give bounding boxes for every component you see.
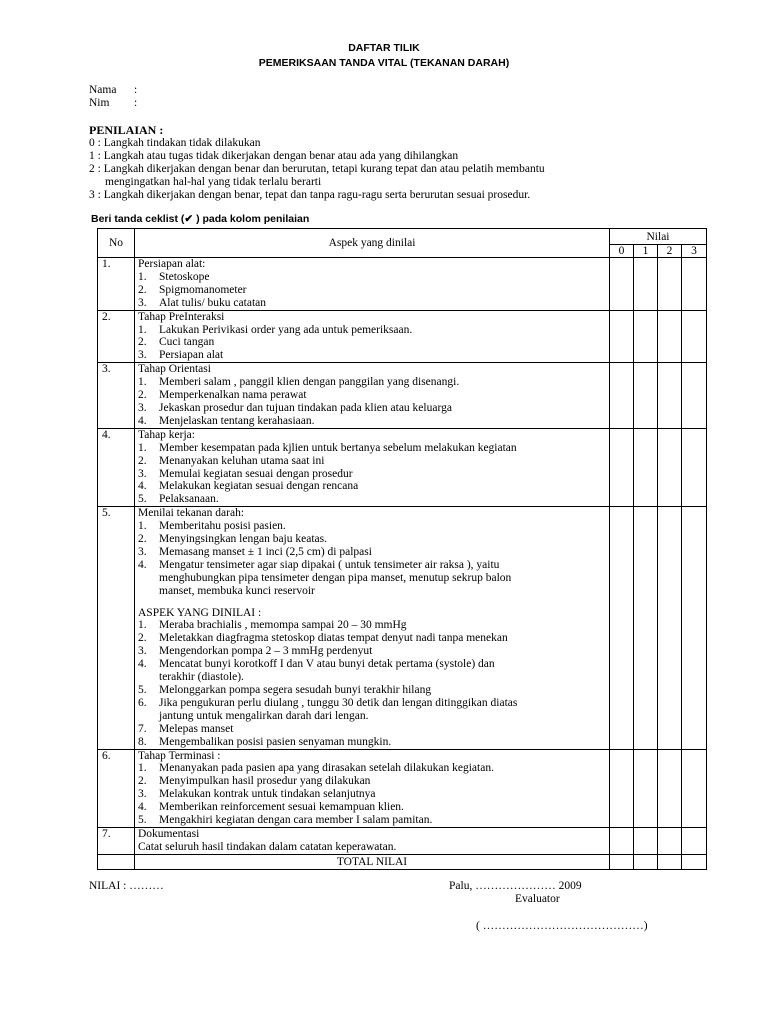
section-heading: Tahap PreInteraksi	[138, 310, 225, 323]
checklist-table	[97, 228, 707, 870]
item-text: Jika pengukuran perlu diulang , tunggu 30 detik dan lengan ditinggikan diatas	[159, 696, 518, 709]
item-text: Melakukan kegiatan sesuai dengan rencana	[159, 480, 359, 493]
score-cell-3[interactable]	[682, 428, 707, 506]
item-text: Alat tulis/ buku catatan	[159, 296, 266, 309]
score-cell-0[interactable]	[610, 428, 634, 506]
score-cell-1[interactable]	[634, 363, 658, 429]
item-number: 3.	[138, 645, 147, 658]
score-cell-2[interactable]	[658, 310, 682, 363]
item-number: 3.	[138, 467, 147, 480]
section-heading: Tahap Orientasi	[138, 363, 211, 376]
nilai-field: NILAI : ………	[89, 880, 164, 892]
section-aspek	[135, 507, 610, 749]
section-row	[98, 363, 707, 429]
score-cell-2[interactable]	[658, 363, 682, 429]
score-cell-1[interactable]	[634, 258, 658, 311]
score-cell-2[interactable]	[658, 507, 682, 749]
score-cell-0[interactable]	[610, 363, 634, 429]
total-no-cell	[98, 854, 135, 869]
item-number: 1.	[138, 376, 147, 389]
item-number: 4.	[138, 558, 147, 571]
item-continuation: manset, membuka kunci reservoir	[159, 584, 315, 597]
checklist-item	[138, 814, 609, 827]
item-number: 7.	[138, 722, 147, 735]
column-header-nilai: Nilai	[610, 229, 707, 245]
checklist-item	[138, 297, 609, 310]
checklist-item	[138, 336, 609, 349]
score-cell-3[interactable]	[682, 310, 707, 363]
item-text: Stetoskope	[159, 270, 210, 283]
checklist-item	[138, 493, 609, 506]
criteria-3: 3 : Langkah dikerjakan dengan benar, tepat dan tanpa ragu-ragu serta berurutan sesuai prosedur.	[89, 189, 531, 201]
total-score-0[interactable]	[610, 854, 634, 869]
checklist-subitem	[138, 619, 609, 632]
checklist-item	[138, 788, 609, 801]
section-aspek	[135, 310, 610, 363]
item-continuation: jantung untuk mengalirkan darah dari lengan.	[159, 709, 369, 722]
item-number: 6.	[138, 696, 147, 709]
item-text: Memulai kegiatan sesuai dengan prosedur	[159, 467, 353, 480]
section-number: 6.	[98, 749, 135, 827]
score-cell-0[interactable]	[610, 827, 634, 854]
item-text: Memberikan reinforcement sesuai kemampuan klien.	[159, 801, 404, 814]
checklist-item	[138, 468, 609, 481]
criteria-2-continuation: mengingatkan hal-hal yang tidak terlalu berarti	[105, 176, 322, 188]
item-number: 2.	[138, 283, 147, 296]
nim-label: Nim	[89, 97, 110, 109]
nim-separator: :	[134, 97, 138, 109]
item-number: 5.	[138, 814, 147, 827]
checklist-item	[138, 389, 609, 402]
evaluator-label: Evaluator	[515, 893, 560, 905]
checklist-item	[138, 284, 609, 297]
item-number: 4.	[138, 414, 147, 427]
item-text: Mengendorkan pompa 2 – 3 mmHg perdenyut	[159, 645, 373, 658]
section-heading: Persiapan alat:	[138, 258, 206, 270]
item-number: 1.	[138, 270, 147, 283]
checklist-item	[138, 349, 609, 362]
total-score-1[interactable]	[634, 854, 658, 869]
section-number: 2.	[98, 310, 135, 363]
item-number: 3.	[138, 296, 147, 309]
checklist-subitem	[138, 723, 609, 736]
item-number: 8.	[138, 735, 147, 748]
section-row	[98, 507, 707, 749]
item-text: Spigmomanometer	[159, 283, 247, 296]
section-row	[98, 428, 707, 506]
section-number: 4.	[98, 428, 135, 506]
column-header-no: No	[98, 229, 135, 258]
item-number: 1.	[138, 441, 147, 454]
item-number: 4.	[138, 658, 147, 671]
checklist-item	[138, 271, 609, 284]
checklist-item	[138, 442, 609, 455]
score-cell-0[interactable]	[610, 258, 634, 311]
item-number: 4.	[138, 480, 147, 493]
section-number: 7.	[98, 827, 135, 854]
score-header-0: 0	[610, 245, 634, 258]
score-cell-1[interactable]	[634, 749, 658, 827]
item-number: 1.	[138, 762, 147, 775]
place-date: Palu, ………………… 2009	[449, 880, 582, 892]
item-text: Member kesempatan pada kjlien untuk bertanya sebelum melakukan kegiatan	[159, 441, 517, 454]
column-header-aspek: Aspek yang dinilai	[135, 229, 610, 258]
section-heading: Tahap Terminasi :	[138, 749, 221, 762]
item-text: Memberitahu posisi pasien.	[159, 520, 286, 533]
item-number: 1.	[138, 619, 147, 632]
checklist-item	[138, 533, 609, 546]
score-cell-0[interactable]	[610, 310, 634, 363]
document-subtitle: PEMERIKSAAN TANDA VITAL (TEKANAN DARAH)	[258, 57, 510, 69]
checklist-item	[138, 801, 609, 814]
item-number: 4.	[138, 801, 147, 814]
score-cell-2[interactable]	[658, 827, 682, 854]
score-cell-0[interactable]	[610, 749, 634, 827]
score-cell-3[interactable]	[682, 827, 707, 854]
checklist-item	[138, 559, 609, 572]
item-text: Persiapan alat	[159, 349, 224, 362]
section-aspek	[135, 258, 610, 311]
item-number: 3.	[138, 545, 147, 558]
checklist-item	[138, 376, 609, 389]
item-text: Memperkenalkan nama perawat	[159, 389, 307, 402]
nama-label: Nama	[89, 84, 117, 96]
section-number: 1.	[98, 258, 135, 311]
item-number: 1.	[138, 323, 147, 336]
criteria-2: 2 : Langkah dikerjakan dengan benar dan berurutan, tetapi kurang tepat dan atau pelatih membantu	[89, 163, 545, 175]
score-cell-3[interactable]	[682, 258, 707, 311]
checklist-subitem	[138, 645, 609, 658]
checklist-item	[138, 324, 609, 337]
item-text: Menanyakan keluhan utama saat ini	[159, 454, 325, 467]
item-text: Mengatur tensimeter agar siap dipakai ( untuk tensimeter air raksa ), yaitu	[159, 558, 500, 571]
checklist-item	[138, 415, 609, 428]
checklist-item	[138, 520, 609, 533]
item-continuation: menghubungkan pipa tensimeter dengan pipa manset, menutup sekrup balon	[159, 571, 512, 584]
checklist-item	[138, 546, 609, 559]
item-text: Meletakkan diagfragma stetoskop diatas tempat denyut nadi tanpa menekan	[159, 632, 508, 645]
section-aspek	[135, 363, 610, 429]
item-number: 2.	[138, 533, 147, 546]
checklist-item	[138, 402, 609, 415]
item-text: Menanyakan pada pasien apa yang dirasakan setelah dilakukan kegiatan.	[159, 762, 494, 775]
checklist-subitem	[138, 684, 609, 697]
item-text: Menyingsingkan lengan baju keatas.	[159, 533, 327, 546]
item-text: Mencatat bunyi korotkoff I dan V atau bunyi detak pertama (systole) dan	[159, 658, 495, 671]
section-heading: Tahap kerja:	[138, 428, 195, 441]
checklist-subitem	[138, 736, 609, 749]
score-cell-3[interactable]	[682, 507, 707, 749]
item-number: 3.	[138, 788, 147, 801]
item-number: 5.	[138, 684, 147, 696]
checklist-item	[138, 775, 609, 788]
item-text: Melepas manset	[159, 722, 234, 735]
item-number: 3.	[138, 349, 147, 362]
score-cell-2[interactable]	[658, 749, 682, 827]
item-text: Meraba brachialis , memompa sampai 20 – 30 mmHg	[159, 619, 407, 632]
total-score-3[interactable]	[682, 854, 707, 869]
section-number: 3.	[98, 363, 135, 429]
section-heading: Menilai tekanan darah:	[138, 507, 245, 520]
score-cell-1[interactable]	[634, 827, 658, 854]
criteria-0: 0 : Langkah tindakan tidak dilakukan	[89, 137, 261, 149]
section-plain-text: Catat seluruh hasil tindakan dalam catatan keperawatan.	[138, 840, 397, 853]
subsection-heading: ASPEK YANG DINILAI :	[138, 606, 262, 619]
item-text: Memberi salam , panggil klien dengan panggilan yang disenangi.	[159, 376, 460, 389]
criteria-1: 1 : Langkah atau tugas tidak dikerjakan dengan benar atau ada yang dihilangkan	[89, 150, 459, 162]
item-text: Lakukan Perivikasi order yang ada untuk pemeriksaan.	[159, 323, 413, 336]
item-text: Memasang manset ± 1 inci (2,5 cm) di palpasi	[159, 545, 372, 558]
score-header-1: 1	[634, 245, 658, 258]
section-aspek	[135, 827, 610, 854]
score-header-3: 3	[682, 245, 707, 258]
signature-line: ( ……………………………………)	[476, 920, 648, 932]
item-text: Melonggarkan pompa segera sesudah bunyi terakhir hilang	[159, 684, 432, 696]
item-number: 2.	[138, 336, 147, 349]
score-cell-3[interactable]	[682, 749, 707, 827]
score-cell-0[interactable]	[610, 507, 634, 749]
item-text: Mengembalikan posisi pasien senyaman mungkin.	[159, 735, 392, 748]
section-aspek	[135, 428, 610, 506]
item-number: 1.	[138, 520, 147, 533]
score-cell-1[interactable]	[634, 507, 658, 749]
item-number: 2.	[138, 775, 147, 788]
item-text: Menyimpulkan hasil prosedur yang dilakukan	[159, 775, 371, 788]
total-score-2[interactable]	[658, 854, 682, 869]
section-row	[98, 827, 707, 854]
score-cell-2[interactable]	[658, 258, 682, 311]
penilaian-heading: PENILAIAN :	[89, 123, 164, 137]
checklist-subitem	[138, 632, 609, 645]
score-cell-1[interactable]	[634, 310, 658, 363]
item-number: 2.	[138, 454, 147, 467]
item-text: Melakukan kontrak untuk tindakan selanjutnya	[159, 788, 376, 801]
checklist-item	[138, 455, 609, 468]
nama-separator: :	[134, 84, 138, 96]
item-number: 2.	[138, 389, 147, 402]
item-text: Mengakhiri kegiatan dengan cara member I salam pamitan.	[159, 814, 433, 827]
section-row	[98, 310, 707, 363]
item-number: 2.	[138, 632, 147, 645]
checklist-subitem	[138, 697, 609, 710]
score-cell-3[interactable]	[682, 363, 707, 429]
checklist-subitem	[138, 658, 609, 671]
section-heading: Dokumentasi	[138, 827, 200, 840]
document-title: DAFTAR TILIK	[348, 42, 420, 54]
checklist-item	[138, 762, 609, 775]
score-cell-1[interactable]	[634, 428, 658, 506]
score-header-2: 2	[658, 245, 682, 258]
section-row	[98, 749, 707, 827]
section-row	[98, 258, 707, 311]
instruction-text: Beri tanda ceklist (✔ ) pada kolom penilaian	[91, 213, 310, 225]
score-cell-2[interactable]	[658, 428, 682, 506]
item-text: Pelaksanaan.	[159, 493, 219, 506]
section-aspek	[135, 749, 610, 827]
total-label: TOTAL NILAI	[135, 854, 610, 869]
item-number: 3.	[138, 401, 147, 414]
item-text: Jekaskan prosedur dan tujuan tindakan pada klien atau keluarga	[159, 401, 452, 414]
item-number: 5.	[138, 493, 147, 506]
section-number: 5.	[98, 507, 135, 749]
checklist-item	[138, 480, 609, 493]
item-text: Menjelaskan tentang kerahasiaan.	[159, 414, 315, 427]
item-text: Cuci tangan	[159, 336, 215, 349]
item-continuation: terakhir (diastole).	[159, 671, 244, 684]
